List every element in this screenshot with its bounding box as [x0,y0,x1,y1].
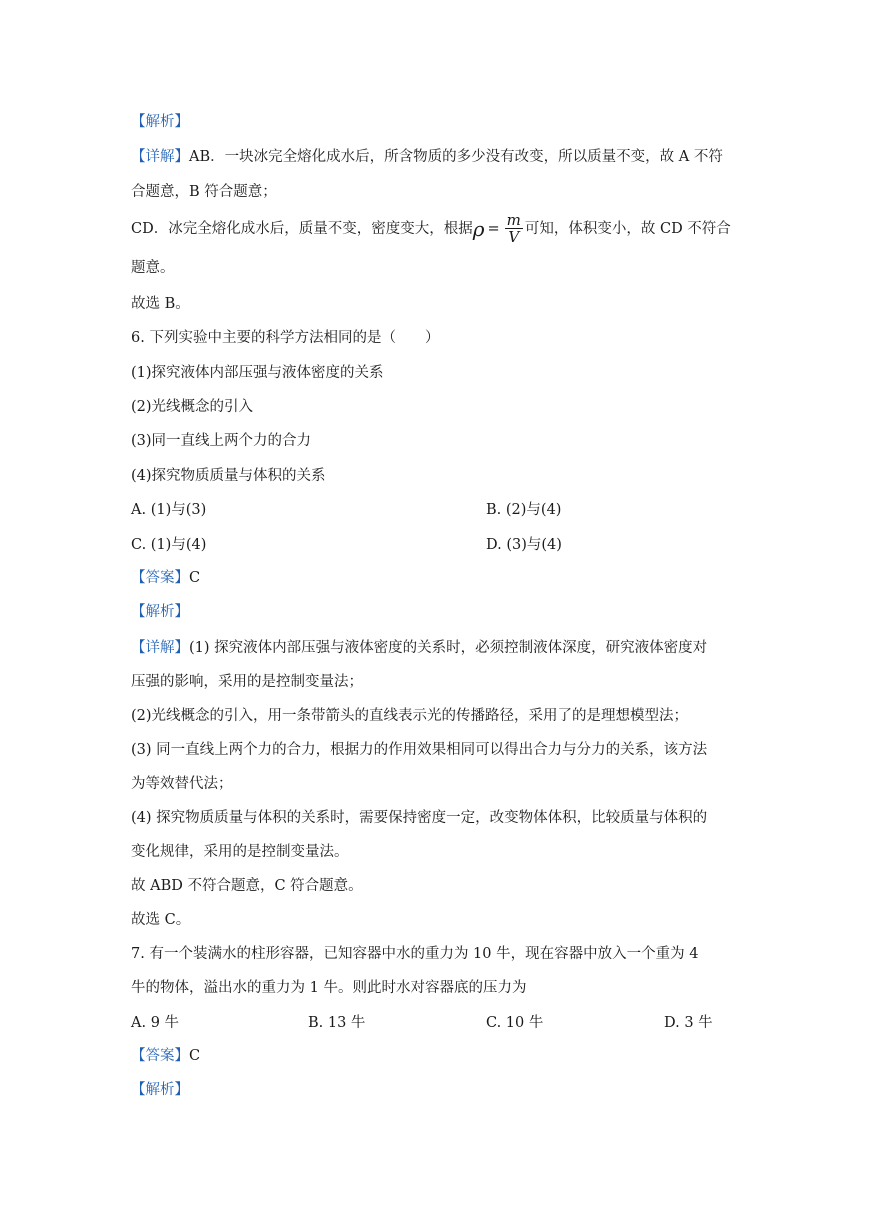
formula-equals: = [487,221,500,237]
q6-detail-text: (1) 探究液体内部压强与液体密度的关系时，必须控制液体深度，研究液体密度对 [189,640,708,656]
q6-option-d: D. (3)与(4) [486,537,562,553]
q7-option-a: A. 9 牛 [131,1015,180,1031]
q6-item-2: (2)光线概念的引入 [131,399,254,415]
q6-answer-value: C [189,570,201,586]
q6-option-a: A. (1)与(3) [131,502,207,518]
q6-option-b: B. (2)与(4) [486,502,562,518]
formula-rho: ρ [472,217,485,241]
q5-detail-line-2: 合题意，B 符合题意； [131,184,277,200]
formula-fraction [505,212,523,246]
q6-item-4: (4)探究物质质量与体积的关系 [131,468,326,484]
q6-stem: 6. 下列实验中主要的科学方法相同的是（ ） [131,330,440,346]
q6-detail-line-2: 压强的影响，采用的是控制变量法； [131,674,363,690]
q6-jiexi-label: 【解析】 [131,604,189,620]
jiexi-label: 【解析】 [131,114,189,130]
q7-jiexi-label: 【解析】 [131,1082,189,1098]
q5-detail-text-post: 可知，体积变小，故 CD 不符合 [524,221,731,237]
q6-detail-line-5: 为等效替代法； [131,776,233,792]
q7-answer-value: C [189,1048,201,1064]
q5-detail-line-3 [131,212,731,246]
detail-label: 【详解】 [131,640,189,656]
q7-stem-line-1: 7. 有一个装满水的柱形容器，已知容器中水的重力为 10 牛，现在容器中放入一个重为 4 [131,946,699,962]
q6-option-c: C. (1)与(4) [131,537,207,553]
answer-label: 【答案】 [131,570,189,586]
q6-detail-line-8: 故 ABD 不符合题意，C 符合题意。 [131,878,363,894]
q5-detail-line-1 [131,147,723,167]
q7-option-c: C. 10 牛 [486,1015,544,1031]
detail-label: 【详解】 [131,149,189,165]
formula-numerator: m [506,211,521,229]
q7-stem-line-2: 牛的物体，溢出水的重力为 1 牛。则此时水对容器底的压力为 [131,980,527,996]
q5-detail-text: AB．一块冰完全熔化成水后，所含物质的多少没有改变，所以质量不变，故 A 不符 [189,149,723,165]
q6-item-1: (1)探究液体内部压强与液体密度的关系 [131,365,384,381]
q6-detail-line-1 [131,638,707,658]
q7-option-d: D. 3 牛 [664,1015,713,1031]
q6-detail-line-6: (4) 探究物质质量与体积的关系时，需要保持密度一定，改变物体体积，比较质量与体积的 [131,810,708,826]
formula-denominator: V [508,228,520,246]
q6-answer [131,568,200,588]
density-formula [472,211,525,246]
q6-detail-line-7: 变化规律，采用的是控制变量法。 [131,844,349,860]
q5-conclusion: 故选 B。 [131,296,190,312]
q6-detail-line-3: (2)光线概念的引入，用一条带箭头的直线表示光的传播路径，采用了的是理想模型法； [131,708,689,724]
q7-option-b: B. 13 牛 [308,1015,366,1031]
q6-conclusion: 故选 C。 [131,912,191,928]
q5-detail-text-pre: CD．冰完全熔化成水后，质量不变，密度变大，根据 [131,221,473,237]
q6-detail-line-4: (3) 同一直线上两个力的合力，根据力的作用效果相同可以得出合力与分力的关系，该方法 [131,742,708,758]
answer-label: 【答案】 [131,1048,189,1064]
q6-item-3: (3)同一直线上两个力的合力 [131,433,312,449]
q7-answer [131,1046,200,1066]
q5-detail-line-4: 题意。 [131,260,175,276]
